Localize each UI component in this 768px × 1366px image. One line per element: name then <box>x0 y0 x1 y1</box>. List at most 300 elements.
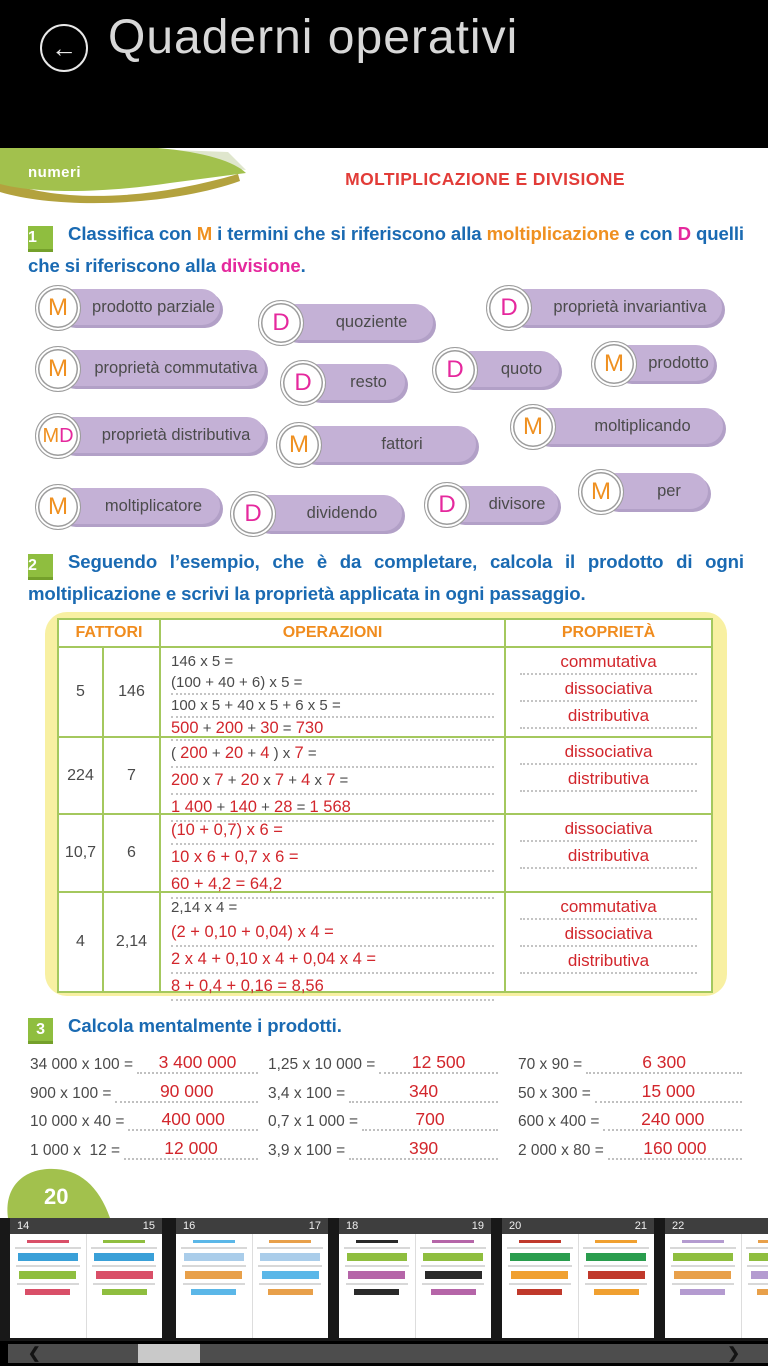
product-answer: 15 000 <box>595 1081 742 1103</box>
operation-text: 146 x 5 = <box>171 653 234 670</box>
classification-letter: D <box>244 500 262 527</box>
instruction-segment: che si riferiscono alla <box>28 255 221 276</box>
product-item <box>268 1109 498 1131</box>
operation-text: x <box>259 772 275 789</box>
thumbnail-content-bar <box>259 1283 321 1285</box>
thumbnail-content-bar <box>183 1283 245 1285</box>
table-header-fattori: FATTORI <box>59 620 161 646</box>
product-answer: 12 500 <box>379 1052 498 1074</box>
thumbnail-page-number-left: 16 <box>183 1220 196 1232</box>
exercise3-instruction <box>28 1012 744 1044</box>
operation-text: (10 + 0,7) x 6 = <box>171 821 283 839</box>
property-answer: distributiva <box>520 704 697 729</box>
term-pill <box>280 360 405 404</box>
operation-text: = <box>335 772 349 789</box>
thumbnail-content-bar <box>181 1247 247 1249</box>
exercise3-line <box>28 1012 744 1044</box>
thumbnail-content-bar <box>672 1283 734 1285</box>
operation-text: 20 <box>240 771 260 789</box>
thumbnail-content-bar <box>420 1247 486 1249</box>
operation-text: x <box>198 772 215 789</box>
thumbnail-page <box>10 1234 86 1338</box>
thumbnail-spread <box>339 1234 491 1338</box>
thumbnail-page <box>86 1234 163 1338</box>
operation-text: 1 568 <box>309 798 351 816</box>
properties-cell <box>506 648 711 736</box>
operation-line <box>171 741 494 768</box>
product-expression: 10 000 x 40 = <box>30 1113 125 1130</box>
thumbnail-content-bar <box>93 1283 155 1285</box>
thumbnail-spread <box>10 1234 162 1338</box>
thumbnail-header <box>10 1218 162 1234</box>
product-expression: 900 x 100 = <box>30 1084 112 1102</box>
factor1-cell: 10,7 <box>59 815 104 891</box>
classification-letter: D <box>272 309 290 336</box>
operation-text: 7 <box>294 744 304 762</box>
operation-text: 10 x 6 + 0,7 x 6 = <box>171 848 299 866</box>
thumbnail-page <box>176 1234 252 1338</box>
classification-circle <box>35 285 81 331</box>
classification-circle <box>510 404 556 450</box>
operations-cell <box>161 738 506 816</box>
operation-line <box>171 896 494 920</box>
classification-circle <box>258 300 304 346</box>
operation-text: 20 <box>224 744 244 762</box>
thumbnail-content-bar <box>425 1271 482 1279</box>
thumbnail-content-bar <box>182 1265 246 1267</box>
thumbnail-page-number-right: 17 <box>308 1220 321 1232</box>
classification-circle <box>591 341 637 387</box>
instruction-segment: quelli <box>690 223 744 244</box>
factor2-cell: 6 <box>104 815 161 891</box>
term-pill-label: moltiplicatore <box>104 496 203 515</box>
operation-line <box>171 672 494 695</box>
property-answer: dissociativa <box>520 922 697 947</box>
classification-circle <box>35 413 81 459</box>
thumbnail-content-bar <box>421 1265 485 1267</box>
thumbnail-page <box>741 1234 768 1338</box>
thumbnail-content-bar <box>18 1253 78 1261</box>
term-pill <box>35 413 265 457</box>
term-pill <box>591 341 714 385</box>
term-pill <box>35 484 220 528</box>
thumbnail-content-bar <box>588 1271 645 1279</box>
product-item <box>518 1109 742 1131</box>
thumbnail-content-bar <box>517 1289 562 1295</box>
operations-cell <box>161 648 506 736</box>
thumbnail-content-bar <box>260 1253 320 1261</box>
thumbnail-content-bar <box>584 1265 648 1267</box>
scroll-left-icon[interactable]: ❮ <box>28 1345 41 1362</box>
thumbnail-content-bar <box>671 1265 735 1267</box>
operation-line <box>171 651 494 672</box>
instruction-segment: D <box>677 223 691 244</box>
product-item <box>30 1052 258 1074</box>
term-pill-body <box>506 289 722 325</box>
factor1-cell: 5 <box>59 648 104 736</box>
thumbnail-content-bar <box>585 1283 647 1285</box>
thumbnail-page-number-left: 22 <box>672 1220 685 1232</box>
operation-text: 7 <box>274 771 285 789</box>
exercise2-line2: moltiplicazione e scrivi la proprietà applicata in ogni passaggio. <box>28 583 586 604</box>
product-answer: 340 <box>349 1081 498 1103</box>
operation-text: 500 <box>171 719 199 737</box>
thumbnail-content-bar <box>25 1289 70 1295</box>
term-pill-body <box>296 426 476 462</box>
product-item <box>518 1138 742 1160</box>
thumbnail-content-bar <box>508 1265 572 1267</box>
thumbnail-content-bar <box>758 1240 768 1243</box>
thumbnail-content-bar <box>185 1271 242 1279</box>
thumbnail-page <box>415 1234 492 1338</box>
term-pill-body <box>55 350 265 386</box>
classification-letter: M <box>591 478 611 505</box>
thumbnail-content-bar <box>748 1283 768 1285</box>
factor1-cell: 224 <box>59 738 104 813</box>
product-answer: 12 000 <box>124 1138 258 1160</box>
classification-letter: D <box>500 294 518 321</box>
classification-circle <box>35 346 81 392</box>
classification-letter: M <box>48 355 68 382</box>
thumbnail-content-bar <box>19 1271 76 1279</box>
product-answer: 400 000 <box>128 1109 258 1131</box>
scroll-right-icon[interactable]: ❯ <box>727 1345 740 1362</box>
table-body <box>59 646 711 995</box>
operation-text: + <box>243 745 261 762</box>
product-item <box>518 1052 742 1074</box>
table-row <box>59 891 711 995</box>
operation-text: 7 <box>326 771 336 789</box>
operation-text: 100 x 5 + 40 x 5 + 6 x 5 = <box>171 697 341 714</box>
term-pill <box>486 285 722 329</box>
thumbnail-content-bar <box>682 1240 724 1243</box>
operation-text: + <box>212 799 230 816</box>
operation-text: 200 <box>215 719 244 737</box>
thumbnail-page <box>339 1234 415 1338</box>
operations-cell <box>161 815 506 891</box>
properties-cell <box>506 893 711 991</box>
thumbnail-content-bar <box>347 1253 407 1261</box>
term-pill-label: resto <box>350 372 387 391</box>
operation-line <box>171 845 494 872</box>
term-pill <box>258 300 433 344</box>
term-pill <box>578 469 708 513</box>
operation-text: 60 + 4,2 = 64,2 <box>171 875 283 893</box>
products-column <box>30 1052 258 1166</box>
instruction-segment: moltiplicazione <box>486 223 620 244</box>
thumbnail-page-number-right: 21 <box>634 1220 647 1232</box>
product-expression: 1 000 x 12 = <box>30 1141 121 1159</box>
thumbnail-content-bar <box>94 1253 154 1261</box>
page-thumbnail[interactable] <box>502 1218 654 1338</box>
operation-text: ( <box>171 745 181 762</box>
thumbnail-page-number-right: 15 <box>142 1220 155 1232</box>
thumbnail-content-bar <box>96 1271 153 1279</box>
product-expression: 70 x 90 = <box>518 1056 583 1073</box>
operation-text: 2,14 x 4 = <box>171 899 238 916</box>
product-item <box>268 1138 498 1160</box>
product-item <box>30 1109 258 1131</box>
thumbnail-content-bar <box>757 1289 768 1295</box>
operations-cell <box>161 893 506 995</box>
product-expression: 50 x 300 = <box>518 1084 591 1102</box>
exercise3-grid <box>30 1052 742 1172</box>
term-pill <box>424 482 558 526</box>
operation-text: = <box>303 745 317 762</box>
operation-text: 1 400 <box>171 798 213 816</box>
term-pill <box>276 422 476 466</box>
operation-text: 7 <box>214 771 224 789</box>
operation-text: + <box>284 772 302 789</box>
properties-table <box>57 618 713 993</box>
factor1-cell: 4 <box>59 893 104 991</box>
thumbnail-content-bar <box>674 1271 731 1279</box>
page-thumbnail[interactable] <box>339 1218 491 1338</box>
thumbnail-page-number-left: 18 <box>346 1220 359 1232</box>
operation-line <box>171 768 494 795</box>
product-answer: 160 000 <box>608 1138 742 1160</box>
page-title: MOLTIPLICAZIONE E DIVISIONE <box>345 169 625 189</box>
operation-text: + <box>198 720 216 737</box>
table-header-proprieta: PROPRIETÀ <box>561 624 656 641</box>
thumbnail-content-bar <box>257 1247 323 1249</box>
back-arrow-icon: ← <box>51 32 77 63</box>
product-expression: 34 000 x 100 = <box>30 1056 133 1073</box>
operation-text: (2 + 0,10 + 0,04) x 4 = <box>171 923 334 941</box>
property-answer: commutativa <box>520 650 697 675</box>
exercise2-number-badge: 2 <box>28 554 53 580</box>
thumbnail-content-bar <box>258 1265 322 1267</box>
classification-letter: D <box>59 425 74 447</box>
exercise2-text-line1: Seguendo l’esempio, che è da completare, calcola il prodotto di ogni <box>68 551 744 572</box>
term-pill-label: quoziente <box>335 312 408 331</box>
product-expression: 3,9 x 100 = <box>268 1141 346 1159</box>
thumbnail-content-bar <box>423 1253 483 1261</box>
products-column <box>268 1052 498 1166</box>
term-pill <box>35 285 220 329</box>
term-pill <box>35 346 265 390</box>
term-pill-label: proprietà commutativa <box>94 358 258 377</box>
thumbnail-spread <box>502 1234 654 1338</box>
exercise2-panel <box>45 612 727 996</box>
term-pill-label: proprietà distributiva <box>101 425 251 444</box>
thumbnail-content-bar <box>507 1247 573 1249</box>
operation-text: 200 <box>171 771 199 789</box>
properties-cell <box>506 738 711 813</box>
term-pill-label: dividendo <box>306 503 378 522</box>
table-header-row <box>59 620 711 646</box>
operation-text: 2 x 4 + 0,10 x 4 + 0,04 x 4 = <box>171 950 377 968</box>
thumbnail-content-bar <box>432 1240 474 1243</box>
thumbnail-header <box>665 1218 768 1234</box>
classification-circle <box>432 347 478 393</box>
operation-text: + <box>207 745 225 762</box>
thumbnail-content-bar <box>184 1253 244 1261</box>
thumbnail-spread <box>176 1234 328 1338</box>
thumbnail-content-bar <box>268 1289 313 1295</box>
operation-line <box>171 818 494 845</box>
operation-text: 28 <box>274 798 293 816</box>
table-row <box>59 813 711 891</box>
thumbnail-header <box>339 1218 491 1234</box>
thumbnail-content-bar <box>595 1240 637 1243</box>
operation-line <box>171 695 494 718</box>
thumbnail-content-bar <box>422 1283 484 1285</box>
thumbnail-content-bar <box>91 1247 157 1249</box>
operation-text: 730 <box>295 719 324 737</box>
thumbnail-content-bar <box>102 1289 147 1295</box>
thumbnail-spread <box>665 1234 768 1338</box>
thumbnail-content-bar <box>344 1247 410 1249</box>
term-pill-label: quoto <box>500 359 543 378</box>
thumbnail-content-bar <box>594 1289 639 1295</box>
instruction-segment: Classifica con <box>68 223 197 244</box>
thumbnail-content-bar <box>15 1247 81 1249</box>
thumbnail-content-bar <box>354 1289 399 1295</box>
thumbnail-content-bar <box>519 1240 561 1243</box>
product-answer: 390 <box>349 1138 498 1160</box>
exercise1-number-badge: 1 <box>28 226 53 252</box>
back-button[interactable] <box>40 24 88 72</box>
table-row <box>59 646 711 736</box>
product-answer: 90 000 <box>115 1081 258 1103</box>
factor2-cell: 146 <box>104 648 161 736</box>
thumbnail-content-bar <box>345 1265 409 1267</box>
book-page <box>0 148 768 1218</box>
term-pill <box>432 347 559 391</box>
product-expression: 2 000 x 80 = <box>518 1141 604 1159</box>
operation-line <box>171 920 494 947</box>
exercise3-number-badge: 3 <box>28 1018 53 1044</box>
term-pill-label: prodotto <box>648 353 709 372</box>
thumbnail-content-bar <box>673 1253 733 1261</box>
table-header-operazioni: OPERAZIONI <box>161 620 506 646</box>
thumbnail-content-bar <box>751 1271 768 1279</box>
table-row <box>59 736 711 816</box>
thumbnail-content-bar <box>17 1283 79 1285</box>
classification-circle <box>486 285 532 331</box>
product-answer: 700 <box>362 1109 498 1131</box>
product-item <box>518 1081 742 1103</box>
thumbnail-content-bar <box>191 1289 236 1295</box>
thumbnail-content-bar <box>747 1265 768 1267</box>
exercise2-line1 <box>28 548 744 580</box>
operation-line <box>171 947 494 974</box>
operation-text: + <box>256 799 275 816</box>
term-pill-body <box>530 408 723 444</box>
term-pill <box>510 404 723 448</box>
app-header <box>0 0 768 148</box>
product-item <box>268 1081 498 1103</box>
term-pill-body <box>55 417 265 453</box>
operation-text: 4 <box>260 744 270 762</box>
classification-circle <box>424 482 470 528</box>
thumbnail-page-number-left: 14 <box>17 1220 30 1232</box>
operation-text: 30 <box>260 719 279 737</box>
thumbnail-content-bar <box>509 1283 571 1285</box>
classification-letter: M <box>42 425 60 447</box>
product-expression: 1,25 x 10 000 = <box>268 1056 376 1073</box>
thumbnail-content-bar <box>262 1271 319 1279</box>
thumbnail-content-bar <box>510 1253 570 1261</box>
thumbnail-page-number-left: 20 <box>509 1220 522 1232</box>
classification-letter: M <box>48 294 68 321</box>
page-thumbnail[interactable] <box>665 1218 768 1338</box>
thumbnail-content-bar <box>583 1247 649 1249</box>
property-answer: distributiva <box>520 949 697 974</box>
classification-letter: D <box>294 369 312 396</box>
thumbnail-content-bar <box>749 1253 768 1261</box>
classification-circle <box>276 422 322 468</box>
thumbnail-scrollbar[interactable] <box>8 1344 768 1363</box>
operation-text: + <box>243 720 261 737</box>
thumbnail-page <box>578 1234 655 1338</box>
term-pill-label: proprietà invariantiva <box>553 297 707 316</box>
section-tab-label: numeri <box>28 164 82 181</box>
instruction-segment: e con <box>619 223 678 244</box>
scrollbar-thumb[interactable] <box>138 1344 200 1363</box>
thumbnail-content-bar <box>586 1253 646 1261</box>
product-answer: 6 300 <box>586 1052 742 1074</box>
thumbnail-header <box>176 1218 328 1234</box>
thumbnail-content-bar <box>16 1265 80 1267</box>
product-answer: 240 000 <box>603 1109 742 1131</box>
thumbnail-content-bar <box>92 1265 156 1267</box>
term-pill-label: divisore <box>488 494 546 513</box>
instruction-segment: i termini che si riferiscono alla <box>212 223 487 244</box>
property-answer: dissociativa <box>520 677 697 702</box>
operation-text: = <box>292 799 310 816</box>
product-item <box>268 1052 498 1074</box>
page-number: 20 <box>44 1184 69 1209</box>
factor2-cell: 2,14 <box>104 893 161 991</box>
page-thumbnail[interactable] <box>10 1218 162 1338</box>
thumbnail-page-number-right: 19 <box>471 1220 484 1232</box>
classification-letter: M <box>289 431 309 458</box>
thumbnail-content-bar <box>103 1240 145 1243</box>
operation-text: (100 + 40 + 6) x 5 = <box>171 674 303 691</box>
product-answer: 3 400 000 <box>137 1052 258 1074</box>
classification-circle <box>35 484 81 530</box>
thumbnail-content-bar <box>431 1289 476 1295</box>
operation-text: 8 + 0,4 + 0,16 = 8,56 <box>171 977 324 995</box>
operation-text: 200 <box>180 744 208 762</box>
classification-circle <box>230 491 276 537</box>
thumbnail-content-bar <box>746 1247 768 1249</box>
classification-letter: D <box>446 356 464 383</box>
thumbnail-header <box>502 1218 654 1234</box>
property-answer: commutativa <box>520 895 697 920</box>
classification-letter: M <box>48 493 68 520</box>
term-pill-label: fattori <box>381 434 423 453</box>
product-item <box>30 1138 258 1160</box>
operation-text: 140 <box>229 798 257 816</box>
properties-cell <box>506 815 711 891</box>
property-answer: dissociativa <box>520 740 697 765</box>
thumbnail-content-bar <box>348 1271 405 1279</box>
property-answer: distributiva <box>520 767 697 792</box>
page-thumbnail[interactable] <box>176 1218 328 1338</box>
classification-circle <box>578 469 624 515</box>
product-expression: 0,7 x 1 000 = <box>268 1113 359 1130</box>
classification-letter: M <box>604 350 624 377</box>
classification-circle <box>280 360 326 406</box>
factor2-cell: 7 <box>104 738 161 813</box>
product-item <box>30 1081 258 1103</box>
thumbnail-page <box>502 1234 578 1338</box>
operation-text: 4 <box>301 771 311 789</box>
thumbnail-strip <box>0 1218 768 1341</box>
